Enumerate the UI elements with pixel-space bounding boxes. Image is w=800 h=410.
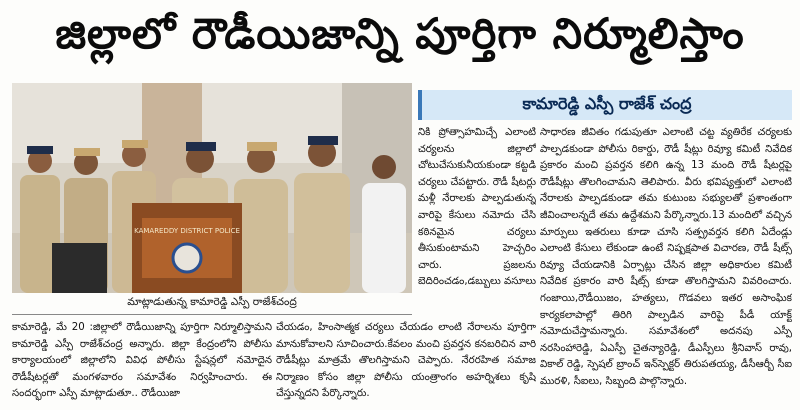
- byline-box: [418, 90, 792, 120]
- text-column-2: [540, 125, 792, 410]
- photo-caption: మాట్లాడుతున్న కామారెడ్డి ఎస్పీ రాజేశ్‌చంద్ర: [127, 296, 297, 308]
- text-column-1: [418, 125, 536, 305]
- text-column-3: [12, 320, 272, 410]
- text-column-4: [276, 320, 536, 410]
- news-photo: [12, 83, 412, 293]
- column-3-text: కామారెడ్డి, మే 20 :జిల్లాలో రౌడీయిజాన్ని పూర్తిగా నిర్మూలిస్తామని కామారెడ్డి ఎస్పీ రాజేశ్‌చంద్ర అన్నారు. జిల్లా కేంద్రంలోని పోలీసు కార్యాలయంలో జిల్లాలోని వివిధ పోలీసు స్టేషన్లలో నమోదైన రౌడీషీటర్లతో మంగళవారం సమావేశం నిర్వహించారు. ఈ సందర్భంగా ఎస్పీ మాట్లాడుతూ.. రౌడీయిజా: [12, 322, 272, 400]
- divider: [12, 314, 412, 315]
- byline-text: కామారెడ్డి ఎస్పీ రాజేశ్ చంద్ర: [522, 93, 692, 113]
- column-2-text: సాధారణ జీవితం గడుపుతూ ఎలాంటి చట్ట వ్యతిరేక చర్యలకు పాల్పడకుండా పోలీసు రికార్డు, రౌడీ షీట్లు రివ్యూ కమిటీ నివేదిక ప్రకారం మంచి ప్రవర్తన కలిగి ఉన్న 13 మంది రౌడీ షీటర్లపై రౌడీషీట్లు తొలగించామని తెలిపారు. వీరు భవిష్యత్తులో ఎలాంటి నేరాలకు పాల్పడకుండా తమ కుటుంబ సభ్యులతో ప్రశాంతంగా జీవించాలన్నదే తమ ఉద్దేశమని పేర్కొన్నారు.13 మందిలో వచ్చిన మార్పులు ఇతరులు కూడా చూసి సత్ప్రవర్తన కలిగి ఏదేండ్లు ఎలాంటి కేసులు లేకుండా ఉంటే నిష్పక్షపాత విచారణ, రౌడీ షీట్స్ రివ్యూ చేయడానికి ఏర్పాట్లు చేసిన జిల్లా అధికారుల కమిటీ నివేదిక ప్రకారం వారి షీట్స్ కూడా తొలగిస్తామని వివరించారు. గంజాయి,రౌడీయిజం, హత్యలు, గొడవలు ఇతర అసాంఘిక కార్యకలాపాల్లో తిరిగి పాల్పడిన వారిపై పీడీ యాక్ట్ నమోదుచేస్తామన్నారు. సమావేశంలో అదనపు ఎస్పీ నరసింహారెడ్డి, ఏఎస్పీ చైతన్యారెడ్డి, డీఎస్పీలు శ్రీనివాస్ రావు, వికాల్ రెడ్డి, స్పెషల్ బ్రాంచ్ ఇన్‌స్పెక్టర్ తిరుపతయ్య, డీసీఆర్బీ సీఐ మురళి, సీఐలు, సిబ్బంది పాల్గొన్నారు.: [540, 127, 792, 387]
- headline: జిల్లాలో రౌడీయిజాన్ని పూర్తిగా నిర్మూలిస్తాం: [55, 9, 745, 58]
- podium-text: KAMAREDDY DISTRICT POLICE: [134, 227, 240, 235]
- column-4-text: చేయడం, హింసాత్మక చర్యలు చేయడం లాంటి నేరాలను పూర్తిగా మానుకోవాలని సూచించారు.కేవలం మంచి ప్రవర్తన కనబరిచిన వారి రౌడీషీట్లు మాత్రమే తొలగిస్తామని చెప్పారు. నేరరహిత సమాజ నిర్మాణం కోసం జిల్లా పోలీసు యంత్రాంగం అహర్నిశలు కృషి చేస్తున్నదని పేర్కొన్నారు.: [276, 322, 536, 400]
- column-1-text: నికి ప్రోత్సాహమిచ్చే ఎలాంటి చర్యలను జిల్లాలో చోటుచేసుకునీయకుండా కట్టడి చర్యలు చేపట్టారు. రౌడీ షీటర్లు మళ్లీ నేరాలకు పాల్పడుతున్న వారిపై కేసులు నమోదు చేసి కఠినమైన చర్యలు తీసుకుంటామని హెచ్చరిం చారు. ప్రజలను బెదిరించడం,డబ్బులు వసూలు: [418, 127, 536, 288]
